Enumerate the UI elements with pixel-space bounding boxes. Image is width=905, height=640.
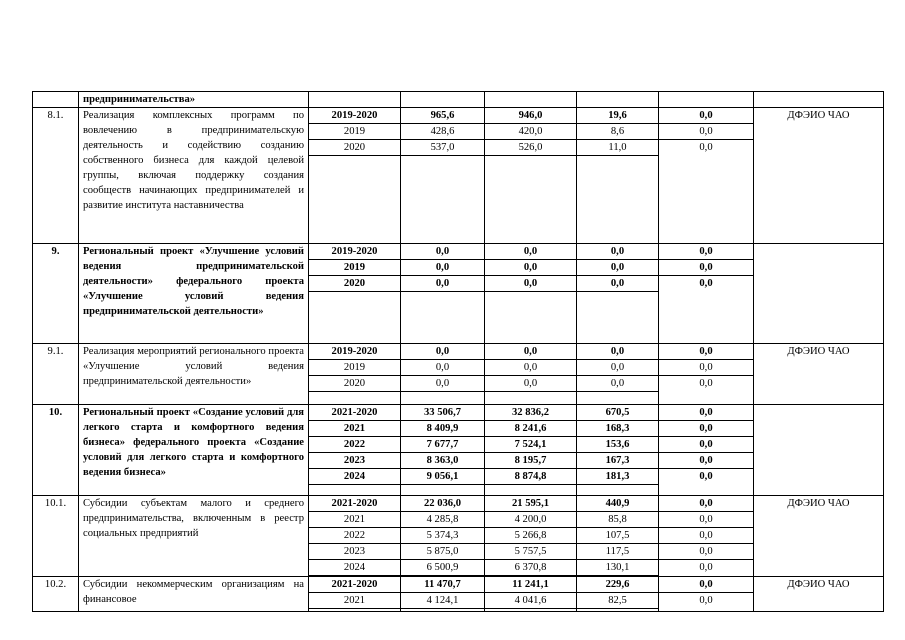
other-value: 0,0 bbox=[699, 278, 713, 289]
total-value: 0,0 bbox=[401, 360, 484, 376]
executor-cell bbox=[754, 405, 884, 496]
period-cell: 2019-2020 bbox=[309, 244, 400, 260]
period-cell: 2022 bbox=[309, 528, 400, 544]
other-value: 0,0 bbox=[659, 544, 753, 560]
federal-value: 11 241,1 bbox=[485, 577, 576, 593]
total-value-column bbox=[401, 577, 485, 612]
total-value: 0,0 bbox=[401, 244, 484, 260]
regional-value: 85,8 bbox=[577, 512, 658, 528]
total-value: 7 677,7 bbox=[401, 437, 484, 453]
period-cell: 2021-2020 bbox=[309, 577, 400, 593]
total-value: 11 470,7 bbox=[401, 577, 484, 593]
regional-value: 82,5 bbox=[577, 593, 658, 609]
federal-value-column bbox=[485, 344, 577, 405]
other-value: 0,0 bbox=[699, 595, 713, 606]
total-value: 4 285,8 bbox=[401, 512, 484, 528]
federal-value-column bbox=[485, 577, 577, 612]
total-value: 428,6 bbox=[401, 124, 484, 140]
regional-value-column bbox=[577, 244, 659, 344]
other-value: 0,0 bbox=[659, 437, 753, 453]
other-value: 0,0 bbox=[659, 260, 753, 276]
period-cell: 2021 bbox=[309, 421, 400, 437]
federal-value: 526,0 bbox=[485, 140, 576, 156]
federal-value: 946,0 bbox=[485, 108, 576, 124]
period-cell: 2019-2020 bbox=[309, 108, 400, 124]
table-row bbox=[33, 244, 884, 344]
table-row bbox=[33, 496, 884, 577]
other-value-column bbox=[659, 577, 754, 612]
federal-value-column bbox=[485, 405, 577, 496]
regional-value: 181,3 bbox=[577, 469, 658, 485]
regional-value: 440,9 bbox=[577, 496, 658, 512]
row-description: Реализация комплексных программ по вовлечению в предпринимательскую деятельность и содействию созданию собственного бизнеса для каждой целевой группы, включая поддержку создания сообществ начинающих предпринимателей и развитие института наставничества bbox=[79, 108, 309, 244]
period-cell: 2021-2020 bbox=[309, 405, 400, 421]
row-description: Региональный проект «Улучшение условий ведения предпринимательской деятельности» федерального проекта «Улучшение условий ведения предпринимательской деятельности» bbox=[79, 244, 309, 344]
total-value: 22 036,0 bbox=[401, 496, 484, 512]
executor-cell: ДФЭИО ЧАО bbox=[754, 108, 884, 244]
period-cell: 2021 bbox=[309, 512, 400, 528]
regional-value: 0,0 bbox=[577, 360, 658, 376]
other-value: 0,0 bbox=[659, 244, 753, 260]
period-cell: 2024 bbox=[309, 469, 400, 485]
federal-value: 32 836,2 bbox=[485, 405, 576, 421]
regional-value-column bbox=[577, 577, 659, 612]
regional-value: 0,0 bbox=[577, 260, 658, 276]
period-cell: 2020 bbox=[309, 140, 400, 156]
regional-value: 167,3 bbox=[577, 453, 658, 469]
other-value: 0,0 bbox=[659, 124, 753, 140]
other-value: 0,0 bbox=[659, 108, 753, 124]
period-cell-column bbox=[309, 496, 401, 577]
regional-value-column bbox=[577, 405, 659, 496]
executor-cell: ДФЭИО ЧАО bbox=[754, 577, 884, 612]
regional-value: 168,3 bbox=[577, 421, 658, 437]
budget-table bbox=[32, 91, 884, 612]
regional-value: 0,0 bbox=[577, 244, 658, 260]
total-value: 0,0 bbox=[401, 276, 484, 292]
period-cell: 2023 bbox=[309, 544, 400, 560]
total-value-column bbox=[401, 496, 485, 577]
regional-value: 117,5 bbox=[577, 544, 658, 560]
total-value-column bbox=[401, 244, 485, 344]
row-description: Реализация мероприятий регионального проекта «Улучшение условий ведения предпринимательской деятельности» bbox=[79, 344, 309, 405]
row-description: Региональный проект «Создание условий для легкого старта и комфортного ведения бизнеса» федерального проекта «Создание условий для легкого старта и комфортного ведения бизнеса» bbox=[79, 405, 309, 496]
table-row bbox=[33, 405, 884, 496]
regional-value: 11,0 bbox=[577, 140, 658, 156]
other-value-column bbox=[659, 108, 754, 244]
period-cell-column bbox=[309, 577, 401, 612]
regional-value: 0,0 bbox=[577, 344, 658, 360]
period-cell: 2020 bbox=[309, 376, 400, 392]
federal-value: 4 200,0 bbox=[485, 512, 576, 528]
federal-value: 8 874,8 bbox=[485, 469, 576, 485]
other-value: 0,0 bbox=[659, 344, 753, 360]
row-number: 9.1. bbox=[33, 344, 79, 405]
executor-cell bbox=[754, 244, 884, 344]
total-value-column bbox=[401, 344, 485, 405]
period-cell: 2021-2020 bbox=[309, 496, 400, 512]
regional-value: 670,5 bbox=[577, 405, 658, 421]
row-number: 10.2. bbox=[33, 577, 79, 612]
federal-value-column bbox=[485, 108, 577, 244]
executor-cell: ДФЭИО ЧАО bbox=[754, 344, 884, 405]
federal-value-column bbox=[485, 244, 577, 344]
other-value: 0,0 bbox=[659, 453, 753, 469]
federal-value-column bbox=[485, 496, 577, 577]
regional-value: 0,0 bbox=[577, 276, 658, 292]
other-value: 0,0 bbox=[659, 421, 753, 437]
total-value: 5 875,0 bbox=[401, 544, 484, 560]
other-value-column bbox=[659, 405, 754, 496]
total-value: 965,6 bbox=[401, 108, 484, 124]
regional-value-column bbox=[577, 344, 659, 405]
federal-value: 8 241,6 bbox=[485, 421, 576, 437]
other-value: 0,0 bbox=[659, 577, 753, 593]
regional-value: 8,6 bbox=[577, 124, 658, 140]
federal-value: 0,0 bbox=[485, 360, 576, 376]
other-value: 0,0 bbox=[659, 360, 753, 376]
other-value: 0,0 bbox=[699, 142, 713, 153]
other-value: 0,0 bbox=[659, 496, 753, 512]
federal-value: 420,0 bbox=[485, 124, 576, 140]
period-cell: 2019-2020 bbox=[309, 344, 400, 360]
regional-value: 153,6 bbox=[577, 437, 658, 453]
other-value: 0,0 bbox=[699, 562, 713, 573]
period-cell-column bbox=[309, 244, 401, 344]
total-value: 8 363,0 bbox=[401, 453, 484, 469]
federal-value: 5 266,8 bbox=[485, 528, 576, 544]
other-value-column bbox=[659, 344, 754, 405]
period-cell: 2022 bbox=[309, 437, 400, 453]
total-value: 0,0 bbox=[401, 376, 484, 392]
regional-value: 107,5 bbox=[577, 528, 658, 544]
federal-value: 8 195,7 bbox=[485, 453, 576, 469]
regional-value: 229,6 bbox=[577, 577, 658, 593]
federal-value: 5 757,5 bbox=[485, 544, 576, 560]
total-value: 6 500,9 bbox=[401, 560, 484, 576]
period-cell: 2019 bbox=[309, 360, 400, 376]
other-value: 0,0 bbox=[699, 378, 713, 389]
federal-value: 0,0 bbox=[485, 244, 576, 260]
total-value-column bbox=[401, 108, 485, 244]
federal-value: 0,0 bbox=[485, 260, 576, 276]
row-number: 9. bbox=[33, 244, 79, 344]
total-value: 5 374,3 bbox=[401, 528, 484, 544]
other-value-column bbox=[659, 496, 754, 577]
federal-value: 6 370,8 bbox=[485, 560, 576, 576]
total-value: 4 124,1 bbox=[401, 593, 484, 609]
table-row-fragment bbox=[33, 92, 884, 108]
regional-value: 19,6 bbox=[577, 108, 658, 124]
other-value: 0,0 bbox=[659, 512, 753, 528]
regional-value-column bbox=[577, 496, 659, 577]
other-value: 0,0 bbox=[699, 471, 713, 482]
regional-value: 130,1 bbox=[577, 560, 658, 576]
other-value: 0,0 bbox=[659, 528, 753, 544]
continued-description: предпринимательства» bbox=[79, 92, 309, 108]
total-value: 9 056,1 bbox=[401, 469, 484, 485]
total-value: 0,0 bbox=[401, 344, 484, 360]
regional-value-column bbox=[577, 108, 659, 244]
row-number: 10.1. bbox=[33, 496, 79, 577]
other-value: 0,0 bbox=[659, 405, 753, 421]
federal-value: 0,0 bbox=[485, 376, 576, 392]
table-row bbox=[33, 108, 884, 244]
period-cell: 2023 bbox=[309, 453, 400, 469]
federal-value: 0,0 bbox=[485, 344, 576, 360]
period-cell-column bbox=[309, 344, 401, 405]
other-value-column bbox=[659, 244, 754, 344]
total-value: 0,0 bbox=[401, 260, 484, 276]
total-value: 33 506,7 bbox=[401, 405, 484, 421]
period-cell: 2024 bbox=[309, 560, 400, 576]
period-cell: 2019 bbox=[309, 260, 400, 276]
regional-value: 0,0 bbox=[577, 376, 658, 392]
table-row bbox=[33, 344, 884, 405]
period-cell-column bbox=[309, 108, 401, 244]
total-value: 8 409,9 bbox=[401, 421, 484, 437]
executor-cell: ДФЭИО ЧАО bbox=[754, 496, 884, 577]
row-description: Субсидии некоммерческим организациям на финансовое bbox=[79, 577, 309, 612]
federal-value: 4 041,6 bbox=[485, 593, 576, 609]
row-number: 8.1. bbox=[33, 108, 79, 244]
federal-value: 21 595,1 bbox=[485, 496, 576, 512]
row-number: 10. bbox=[33, 405, 79, 496]
row-description: Субсидии субъектам малого и среднего предпринимательства, включенным в реестр социальных предприятий bbox=[79, 496, 309, 577]
federal-value: 0,0 bbox=[485, 276, 576, 292]
total-value-column bbox=[401, 405, 485, 496]
period-cell: 2019 bbox=[309, 124, 400, 140]
period-cell: 2021 bbox=[309, 593, 400, 609]
period-cell: 2020 bbox=[309, 276, 400, 292]
federal-value: 7 524,1 bbox=[485, 437, 576, 453]
period-cell-column bbox=[309, 405, 401, 496]
total-value: 537,0 bbox=[401, 140, 484, 156]
table-row bbox=[33, 577, 884, 612]
